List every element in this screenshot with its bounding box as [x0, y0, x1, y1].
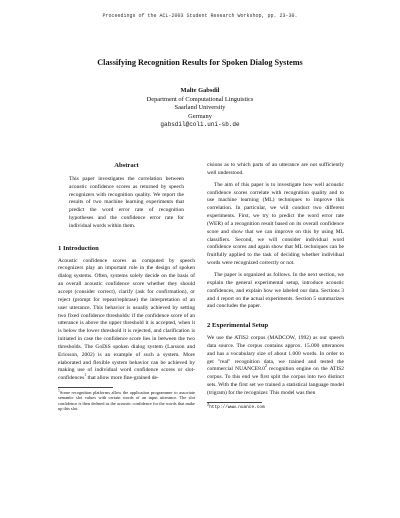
abstract-heading: Abstract	[114, 162, 139, 169]
author-block	[0, 87, 400, 130]
setup-paragraph-text: We use the ATIS2 corpus (MADCOW, 1992) as our speech data source. The corpus contains approx. 15.000 utterances and has a vocabulary size of about 1.000 words. In order to get "real" recognition data, we trained and tested the commercial NUANCE8.0	[207, 335, 344, 373]
section-heading-experimental-setup: 2 Experimental Setup	[207, 322, 269, 330]
left-column	[58, 162, 195, 411]
footnote-1-mark: 1	[58, 388, 60, 393]
right-paragraph-3: The paper is organized as follows. In the next section, we explain the general experimental setup, introduce acoustic confidences, and explain how we labeled our data. Sections 3 and 4 report on the actual experiments. Section 5 summarizes and concludes the paper.	[207, 271, 344, 310]
setup-paragraph	[207, 335, 344, 398]
intro-paragraph-text: Acoustic confidence scores as computed by speech recognizers play an important role in the design of spoken dialog systems. Often, systems solely decide on the basis of an overall acoustic confidence score whether they should accept (consider correct), clarify (ask for confirmation), or reject (prompt for repeat/rephrase) the interpretation of an user utterance. This behavior is usually achieved by setting two fixed confidence thresholds: if the confidence score of an utterance is above the upper threshold it is accepted, when it is below the lower threshold it is rejected, and clarification is initiated in case the confidence score lies in between the two thresholds. The GoDiS spoken dialog system (Larsson and Ericsson, 2002) is an example of such a system. More elaborated and flexible system behavior can be achieved by making use of individual word confidence scores or slot-confidences	[58, 257, 195, 382]
footnote-2	[207, 405, 344, 410]
author-name: Malte Gabsdil	[180, 87, 220, 94]
right-paragraph-1: cisions as to which parts of an utterance are not sufficiently well understood.	[207, 162, 344, 176]
footnote-divider-right	[207, 402, 262, 403]
paper-title: Classifying Recognition Results for Spoken Dialog Systems	[97, 58, 303, 67]
proceedings-header: Proceedings of the ACL-2003 Student Research Workshop, pp. 23-30.	[102, 13, 298, 19]
footnote-marker-2: 2	[264, 364, 267, 369]
author-department: Department of Computational Linguistics	[146, 95, 254, 103]
intro-paragraph-tail: that allow more fine-grained de-	[86, 375, 159, 382]
footnote-2-text: http://www.nuance.com	[209, 404, 265, 410]
footnote-1	[58, 390, 195, 411]
footnote-1-text: Some recognition platforms allow the application programmer to associate semantic slot values with certain words of an input utterance. The slot confidence is then defined as the acoustic confidence for the words that make up this slot.	[58, 390, 195, 411]
intro-paragraph	[58, 258, 195, 384]
author-country: Germany	[188, 112, 212, 120]
footnote-marker-1: 1	[84, 373, 87, 378]
right-column	[207, 162, 344, 410]
footnote-2-mark: 2	[207, 403, 210, 408]
section-heading-introduction: 1 Introduction	[58, 244, 99, 252]
footnote-divider	[58, 387, 113, 388]
right-paragraph-2: The aim of this paper is to investigate how well acoustic confidence scores correlate with recognition quality and to use machine learning (ML) techniques to improve this correlation. In particular, we will conduct two different experiments. First, we try to predict the word error rate (WER) of a recognition result based on its overall confidence score and show that we can improve on this by using ML classifiers. Second, we will consider individual word confidence scores and again show that ML techniques can be fruitfully applied to the task of deciding whether individual words were recognized correctly or not.	[207, 181, 344, 267]
setup-paragraph-tail: recognition engine on the ATIS2 corpus. To this end we first split the corpus into two distinct sets. With the first set we trained a statistical language model (trigram) for the recognizer. This model was then	[207, 366, 344, 396]
author-email: gabsdil@coli.uni-sb.de	[160, 121, 240, 129]
author-university: Saarland University	[174, 104, 226, 112]
abstract-text: This paper investigates the correlation between acoustic confidence scores as returned by speech recognizers with recognition quality. We report the results of two machine learning experiments that predict the word error rate of recognition hypotheses and the confidence error rate for individual words within them.	[69, 175, 184, 229]
